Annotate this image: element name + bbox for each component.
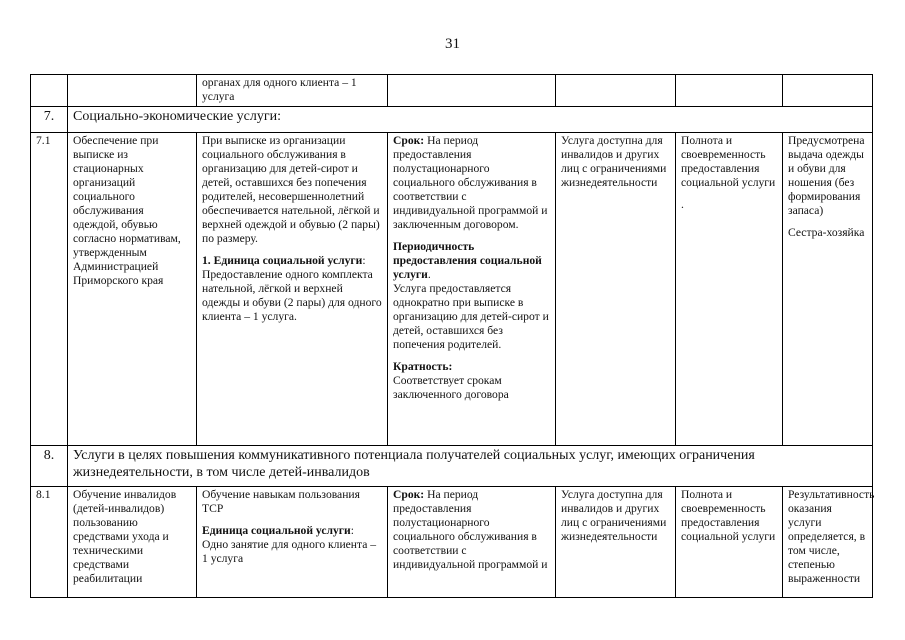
periodicity-text: Услуга предоставляется однократно при выписке в организацию для детей-сирот и детей, оставшихся без попечения родителей. — [393, 282, 549, 351]
cell-description: органах для одного клиента – 1 услуга — [197, 75, 388, 107]
description-text: При выписке из организации социального обслуживания в организацию для детей-сирот и детей, оставшихся без попечения родителей, несовершеннолетний обеспечивается нательной, лёгкой и верхней одеждой и обувью (2 пары) по размеру. — [202, 134, 380, 245]
unit-colon: : — [362, 254, 366, 267]
responsible-text: Сестра-хозяйка — [788, 226, 865, 239]
quality-text: Полнота и своевременность предоставления социальной услуги — [681, 134, 776, 189]
table-row-7-1 — [31, 133, 873, 446]
cell-quality — [676, 133, 783, 446]
cell-accessibility: Услуга доступна для инвалидов и других лиц с ограничениями жизнедеятельности — [556, 487, 676, 598]
table-row-continued — [31, 75, 873, 107]
cell-conditions: Результативность оказания услуги определяется, в том числе, степенью выраженности — [783, 487, 873, 598]
table-row-8-1 — [31, 487, 873, 598]
description-text: Обучение навыкам пользования ТСР — [202, 488, 360, 515]
cell-name — [68, 75, 197, 107]
cell-conditions — [783, 133, 873, 446]
section-title: Услуги в целях повышения коммуникативного потенциала получателей социальных услуг, имеющих ограничения жизнедеятельности, в том числе детей-инвалидов — [68, 446, 873, 487]
cell-quality: Полнота и своевременность предоставления социальной услуги — [676, 487, 783, 598]
cell-term — [388, 487, 556, 598]
section-row-7 — [31, 107, 873, 133]
cell-name: Обеспечение при выписке из стационарных организаций социального обслуживания одеждой, обувью согласно нормативам, утвержденным Администрацией Приморского края — [68, 133, 197, 446]
unit-heading: 1. Единица социальной услуги — [202, 254, 363, 267]
term-label: Срок: — [393, 134, 425, 147]
unit-heading: Единица социальной услуги — [202, 524, 351, 537]
cell-term — [388, 133, 556, 446]
section-number: 7. — [31, 107, 68, 133]
page-number: 31 — [445, 36, 460, 52]
unit-colon: : — [350, 524, 354, 537]
cell-description — [197, 487, 388, 598]
cell-name: Обучение инвалидов (детей-инвалидов) пользованию средствами ухода и техническими средствами реабилитации — [68, 487, 197, 598]
cell-accessibility — [556, 75, 676, 107]
multiplicity-text: Соответствует срокам заключенного договора — [393, 374, 509, 401]
cell-number: 7.1 — [31, 133, 68, 446]
quality-extra: . — [681, 198, 684, 211]
cell-number: 8.1 — [31, 487, 68, 598]
cell-number — [31, 75, 68, 107]
services-table — [30, 74, 873, 598]
unit-text: Одно занятие для одного клиента – 1 услуга — [202, 538, 377, 565]
cell-quality — [676, 75, 783, 107]
multiplicity-label: Кратность: — [393, 360, 453, 373]
cell-conditions — [783, 75, 873, 107]
periodicity-label: Периодичность предоставления социальной услуги — [393, 240, 542, 281]
conditions-text: Предусмотрена выдача одежды и обуви для ношения (без формирования запаса) — [788, 134, 865, 217]
section-row-8 — [31, 446, 873, 487]
cell-description — [197, 133, 388, 446]
unit-text: Предоставление одного комплекта нательной, лёгкой и верхней одежды и обуви (2 пары) для одного клиента – 1 услуга. — [202, 268, 382, 323]
periodicity-dot: . — [427, 268, 431, 281]
term-label: Срок: — [393, 488, 425, 501]
term-text: На период предоставления полустационарного социального обслуживания в соответствии с индивидуальной программой и заключенным договором. — [393, 134, 548, 231]
term-text: На период предоставления полустационарного социального обслуживания в соответствии с индивидуальной программой и — [393, 488, 548, 571]
section-title: Социально-экономические услуги: — [68, 107, 873, 133]
cell-accessibility: Услуга доступна для инвалидов и других лиц с ограничениями жизнедеятельности — [556, 133, 676, 446]
cell-term — [388, 75, 556, 107]
section-number: 8. — [31, 446, 68, 487]
